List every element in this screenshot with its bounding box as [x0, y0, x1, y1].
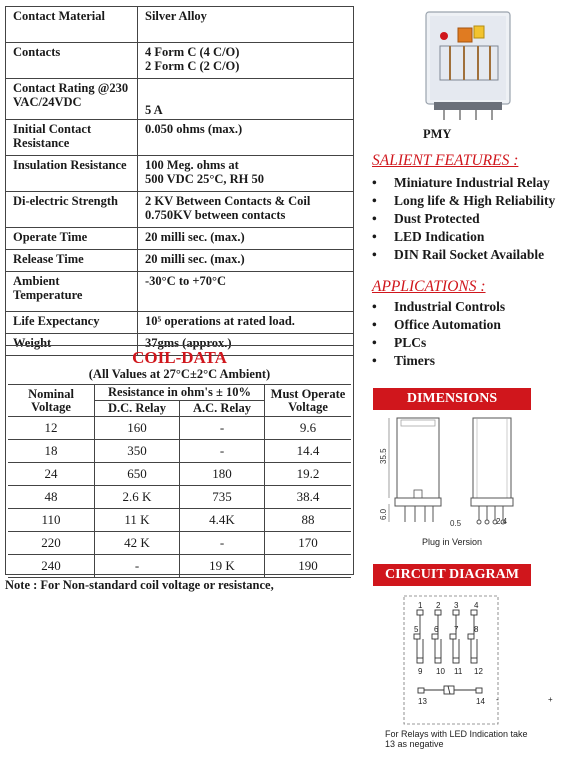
cell-dc: 160 [95, 417, 180, 440]
spec-value: 20 milli sec. (max.) [138, 228, 354, 250]
footnote: Note : For Non-standard coil voltage or resistance, [5, 578, 274, 592]
spec-value: 100 Meg. ohms at 500 VDC 25°C, RH 50 [138, 156, 354, 192]
table-row [8, 532, 351, 555]
list-item: • Office Automation [372, 317, 501, 332]
list-item: • Long life & High Reliability [372, 193, 556, 208]
table-row [8, 463, 351, 486]
bullet-icon: • [372, 247, 377, 262]
spec-label: Release Time [6, 250, 138, 272]
pin-label: 13 [418, 697, 427, 706]
col-must-operate: Must Operate Voltage [265, 385, 352, 417]
cell-ac: 180 [179, 463, 264, 486]
cell-voltage: 220 [8, 532, 95, 555]
spec-value: 10⁵ operations at rated load. [138, 312, 354, 334]
pin-label: 5 [414, 625, 419, 634]
spec-label: Contact Material [6, 7, 138, 43]
cell-must: 38.4 [265, 486, 352, 509]
plus-label: + [548, 695, 553, 704]
dim-width: 2.4 [496, 517, 508, 526]
cell-dc: 42 K [95, 532, 180, 555]
table-row [8, 417, 351, 440]
spec-label: Initial Contact Resistance [6, 120, 138, 156]
pin-label: 4 [474, 601, 479, 610]
cell-voltage: 24 [8, 463, 95, 486]
cell-voltage: 18 [8, 440, 95, 463]
list-item: • Timers [372, 353, 435, 368]
list-item: • Dust Protected [372, 211, 480, 226]
spec-value: 20 milli sec. (max.) [138, 250, 354, 272]
dimensions-caption: Plug in Version [422, 537, 483, 547]
cell-voltage: 12 [8, 417, 95, 440]
applications-title: APPLICATIONS : [372, 278, 486, 295]
spec-value: -30°C to +70°C [138, 272, 354, 312]
bullet-icon: • [372, 299, 377, 314]
bullet-icon: • [372, 335, 377, 350]
cell-ac: 19 K [179, 555, 264, 578]
spec-label: Weight [6, 334, 138, 356]
pin-label: 14 [476, 697, 485, 706]
pin-label: 10 [436, 667, 445, 676]
spec-value: Silver Alloy [138, 7, 354, 43]
spec-label: Life Expectancy [6, 312, 138, 334]
cell-voltage: 240 [8, 555, 95, 578]
spec-label: Insulation Resistance [6, 156, 138, 192]
spec-label: Di-electric Strength [6, 192, 138, 228]
cell-voltage: 110 [8, 509, 95, 532]
bullet-icon: • [372, 229, 377, 244]
bullet-icon: • [372, 317, 377, 332]
spec-value: 4 Form C (4 C/O) 2 Form C (2 C/O) [138, 43, 354, 79]
cell-dc: 2.6 K [95, 486, 180, 509]
relay-photo [420, 6, 516, 126]
list-item: • Industrial Controls [372, 299, 506, 314]
cell-ac: 4.4K [179, 509, 264, 532]
coil-data-panel [5, 345, 354, 575]
spec-label: Ambient Temperature [6, 272, 138, 312]
list-item: • LED Indication [372, 229, 485, 244]
pin-label: 11 [454, 667, 463, 676]
coil-subtitle: (All Values at 27°C±2°C Ambient) [88, 367, 271, 381]
dim-pitch: 0.5 [450, 519, 462, 528]
table-row [8, 509, 351, 532]
spec-label: Contact Rating @230 VAC/24VDC [6, 79, 138, 120]
bullet-icon: • [372, 211, 377, 226]
col-ac-relay: A.C. Relay [179, 401, 264, 417]
col-nominal-voltage: Nominal Voltage [8, 385, 95, 417]
col-dc-relay: D.C. Relay [95, 401, 180, 417]
circuit-caption: For Relays with LED Indication take 13 as negative [385, 729, 528, 749]
cell-ac: - [179, 417, 264, 440]
applications-list [372, 298, 505, 370]
dim-height: 35.5 [379, 448, 388, 464]
salient-list [372, 174, 555, 264]
bullet-icon: • [372, 193, 377, 208]
cell-must: 190 [265, 555, 352, 578]
spec-value: 37gms (approx.) [138, 334, 354, 356]
cell-ac: 735 [179, 486, 264, 509]
cell-must: 14.4 [265, 440, 352, 463]
cell-must: 19.2 [265, 463, 352, 486]
cell-must: 170 [265, 532, 352, 555]
col-resistance: Resistance in ohm's ± 10% [95, 385, 265, 401]
cell-ac: - [179, 440, 264, 463]
spec-value: 0.050 ohms (max.) [138, 120, 354, 156]
pin-label: 1 [418, 601, 423, 610]
minus-label: - [496, 695, 499, 704]
circuit-title: CIRCUIT DIAGRAM [373, 564, 531, 586]
list-item: • PLCs [372, 335, 427, 350]
spec-label: Contacts [6, 43, 138, 79]
spec-label: Operate Time [6, 228, 138, 250]
pin-label: 6 [434, 625, 439, 634]
cell-must: 9.6 [265, 417, 352, 440]
pin-label: 8 [474, 625, 479, 634]
spec-value: 5 A [138, 79, 354, 120]
table-row [8, 440, 351, 463]
spec-table [5, 6, 354, 356]
pin-label: 2 [436, 601, 441, 610]
spec-value: 2 KV Between Contacts & Coil 0.750KV between contacts [138, 192, 354, 228]
pin-label: 7 [454, 625, 459, 634]
bullet-icon: • [372, 175, 377, 190]
dimensions-drawing [373, 412, 533, 542]
dim-pin: 6.0 [379, 508, 388, 520]
pin-label: 3 [454, 601, 459, 610]
pin-label: 12 [474, 667, 483, 676]
list-item: • Miniature Industrial Relay [372, 175, 550, 190]
dimensions-title: DIMENSIONS [373, 388, 531, 410]
bullet-icon: • [372, 353, 377, 368]
coil-table [8, 384, 351, 578]
coil-title: COIL-DATA [132, 348, 227, 367]
list-item: • DIN Rail Socket Available [372, 247, 545, 262]
cell-voltage: 48 [8, 486, 95, 509]
table-row [8, 555, 351, 578]
cell-dc: 11 K [95, 509, 180, 532]
cell-must: 88 [265, 509, 352, 532]
salient-title: SALIENT FEATURES : [372, 152, 519, 169]
table-row [8, 486, 351, 509]
pin-label: 9 [418, 667, 423, 676]
circuit-diagram [390, 592, 570, 732]
cell-dc: 650 [95, 463, 180, 486]
product-label: PMY [423, 127, 452, 141]
cell-dc: - [95, 555, 180, 578]
cell-dc: 350 [95, 440, 180, 463]
cell-ac: - [179, 532, 264, 555]
